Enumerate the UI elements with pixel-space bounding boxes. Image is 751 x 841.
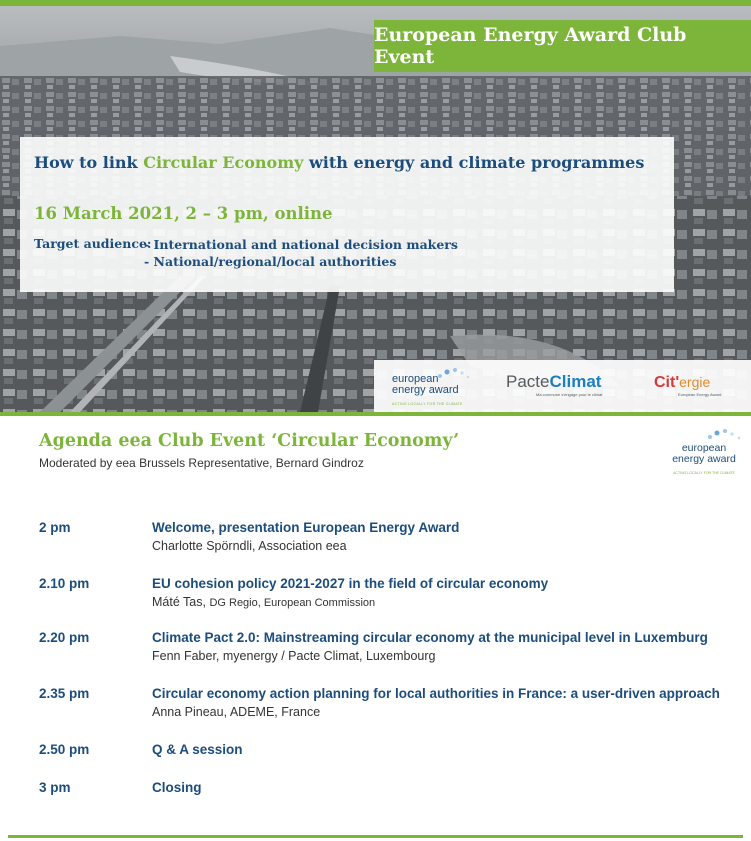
eea-logo-line1: european	[392, 373, 439, 385]
agenda-session-title: Welcome, presentation European Energy Award	[152, 520, 460, 535]
agenda-speaker: Máté Tas, DG Regio, European Commission	[152, 595, 376, 609]
agenda-speaker: Anna Pineau, ADEME, France	[152, 705, 321, 719]
agenda-session-title: Closing	[152, 780, 202, 795]
agenda-time: 2 pm	[39, 520, 71, 535]
agenda-time: 2.50 pm	[39, 742, 90, 757]
agenda-time: 2.20 pm	[39, 630, 90, 645]
citergie-subtitle: European Energy Award	[678, 392, 722, 397]
agenda-session-title: Climate Pact 2.0: Mainstreaming circular economy at the municipal level in Luxemburg	[152, 630, 708, 645]
eea-logo-agenda	[664, 433, 744, 479]
citergie-logo	[654, 374, 721, 397]
agenda-session-title: EU cohesion policy 2021-2027 in the field of circular economy	[152, 576, 549, 591]
partner-logo-strip	[374, 360, 751, 412]
event-headline	[34, 153, 644, 172]
agenda-time: 2.35 pm	[39, 686, 90, 701]
headline-highlight: Circular Economy	[143, 153, 304, 172]
headline-part1: How to link	[34, 153, 144, 172]
agenda-session-title: Circular economy action planning for local authorities in France: a user-driven approach	[152, 686, 720, 701]
agenda-speaker: Charlotte Spörndli, Association eea	[152, 539, 347, 553]
eea-dots-icon	[704, 427, 748, 443]
citergie-wordmark: Cit'ergie	[654, 374, 711, 391]
event-title-banner: European Energy Award Club Event	[374, 20, 751, 72]
eea-logo-line2: energy award	[392, 384, 459, 396]
agenda-session-title: Q & A session	[152, 742, 243, 757]
pacte-climat-subtitle: Ma commune s'engage pour le climat	[536, 392, 603, 397]
bottom-accent-line	[8, 835, 743, 838]
agenda-time: 3 pm	[39, 780, 71, 795]
hero-bottom-bar	[0, 412, 751, 416]
eea-logo-line1: european	[681, 442, 727, 454]
hero-city-image	[0, 6, 751, 412]
agenda-moderator: Moderated by eea Brussels Representative, Bernard Gindroz	[39, 456, 364, 470]
headline-part2: with energy and climate programmes	[303, 153, 645, 172]
pacte-climat-wordmark: PacteClimat	[506, 372, 602, 391]
agenda-title: Agenda eea Club Event ‘Circular Economy’	[39, 431, 460, 451]
eea-logo-line2: energy award	[672, 453, 736, 465]
audience-item: - National/regional/local authorities	[144, 254, 397, 269]
audience-item: - International and national decision makers	[144, 237, 458, 252]
event-info-box	[20, 137, 674, 292]
eea-logo-tagline: ACTING LOCALLY FOR THE CLIMATE	[673, 471, 735, 475]
agenda-speaker: Fenn Faber, myenergy / Pacte Climat, Luxembourg	[152, 649, 436, 663]
pacte-climat-logo	[506, 372, 602, 397]
eea-dots-icon	[434, 366, 474, 382]
eea-logo-tagline: ACTING LOCALLY FOR THE CLIMATE	[392, 402, 463, 406]
event-date: 16 March 2021, 2 – 3 pm, online	[34, 204, 333, 223]
eea-logo	[392, 374, 472, 410]
agenda-time: 2.10 pm	[39, 576, 90, 591]
audience-list	[144, 236, 458, 270]
audience-label: Target audience:	[34, 236, 152, 251]
